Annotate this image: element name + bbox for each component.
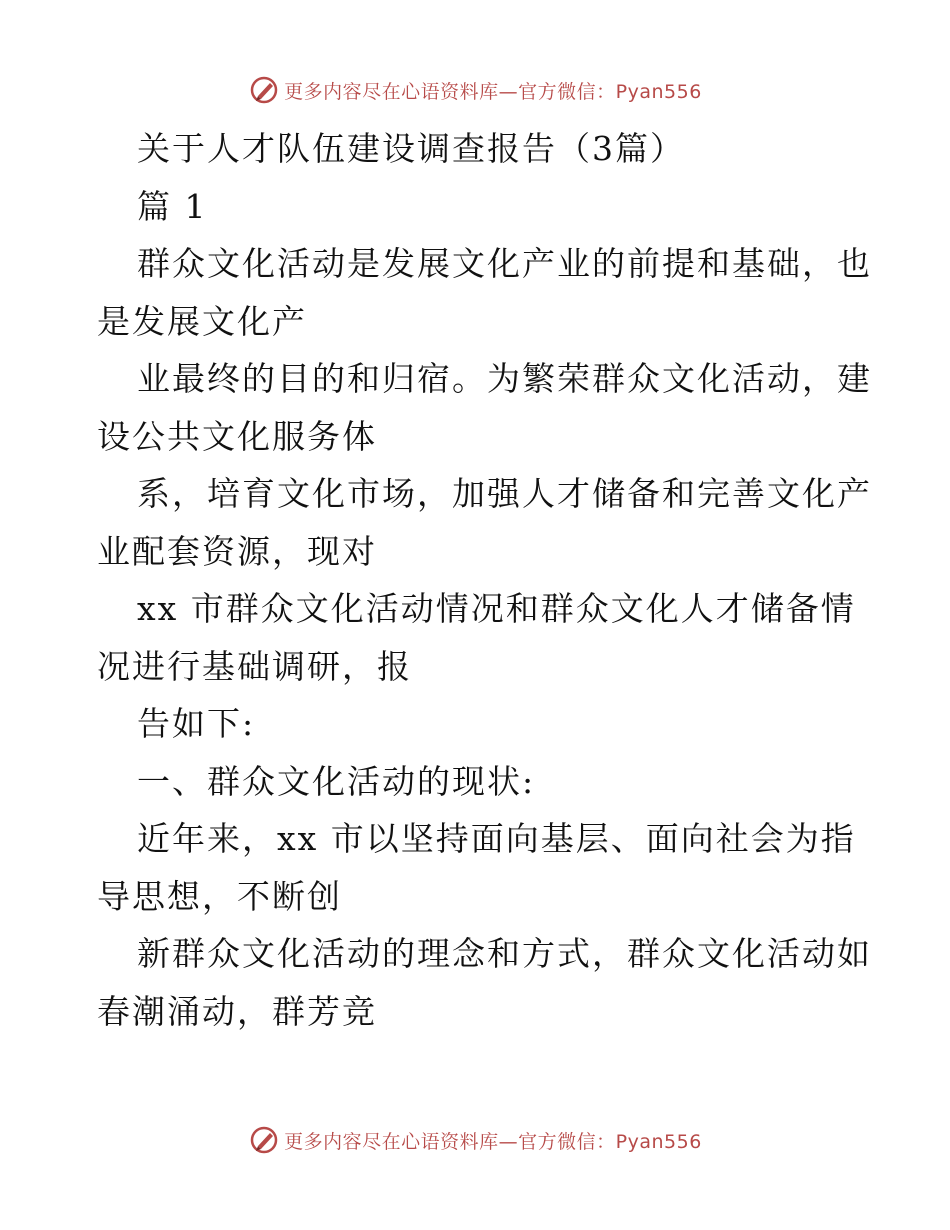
footer-banner-text: 更多内容尽在心语资料库—官方微信：Pyan556 (284, 1130, 702, 1153)
red-pen-logo-icon (248, 74, 280, 106)
paragraph-line: 群众文化活动是发展文化产业的前提和基础，也 (137, 244, 872, 283)
footer-banner (0, 1120, 950, 1160)
section-heading: 篇 1 (137, 186, 208, 226)
subsection-heading: 一、群众文化活动的现状: (137, 761, 536, 801)
document-body (97, 120, 872, 1040)
paragraph-line: 导思想，不断创 (97, 876, 342, 916)
paragraph-line: 系，培育文化市场，加强人才储备和完善文化产 (137, 474, 872, 513)
paragraph-line: 业配套资源，现对 (97, 531, 377, 571)
red-pen-logo-icon (248, 1124, 280, 1156)
paragraph-line: 告如下: (137, 704, 256, 743)
paragraph-line: 是发展文化产 (97, 301, 307, 341)
paragraph-line: 春潮涌动，群芳竞 (97, 991, 377, 1031)
header-banner-text: 更多内容尽在心语资料库—官方微信：Pyan556 (284, 80, 702, 103)
paragraph-line: xx 市群众文化活动情况和群众文化人才储备情 (137, 589, 856, 628)
paragraph-line: 业最终的目的和归宿。为繁荣群众文化活动，建 (137, 359, 872, 398)
paragraph-line: 新群众文化活动的理念和方式，群众文化活动如 (137, 934, 872, 973)
document-title: 关于人才队伍建设调查报告（3篇） (137, 129, 685, 168)
paragraph-line: 近年来，xx 市以坚持面向基层、面向社会为指 (137, 819, 856, 858)
paragraph-line: 况进行基础调研，报 (97, 646, 412, 686)
header-banner (0, 70, 950, 110)
paragraph-line: 设公共文化服务体 (97, 416, 377, 456)
